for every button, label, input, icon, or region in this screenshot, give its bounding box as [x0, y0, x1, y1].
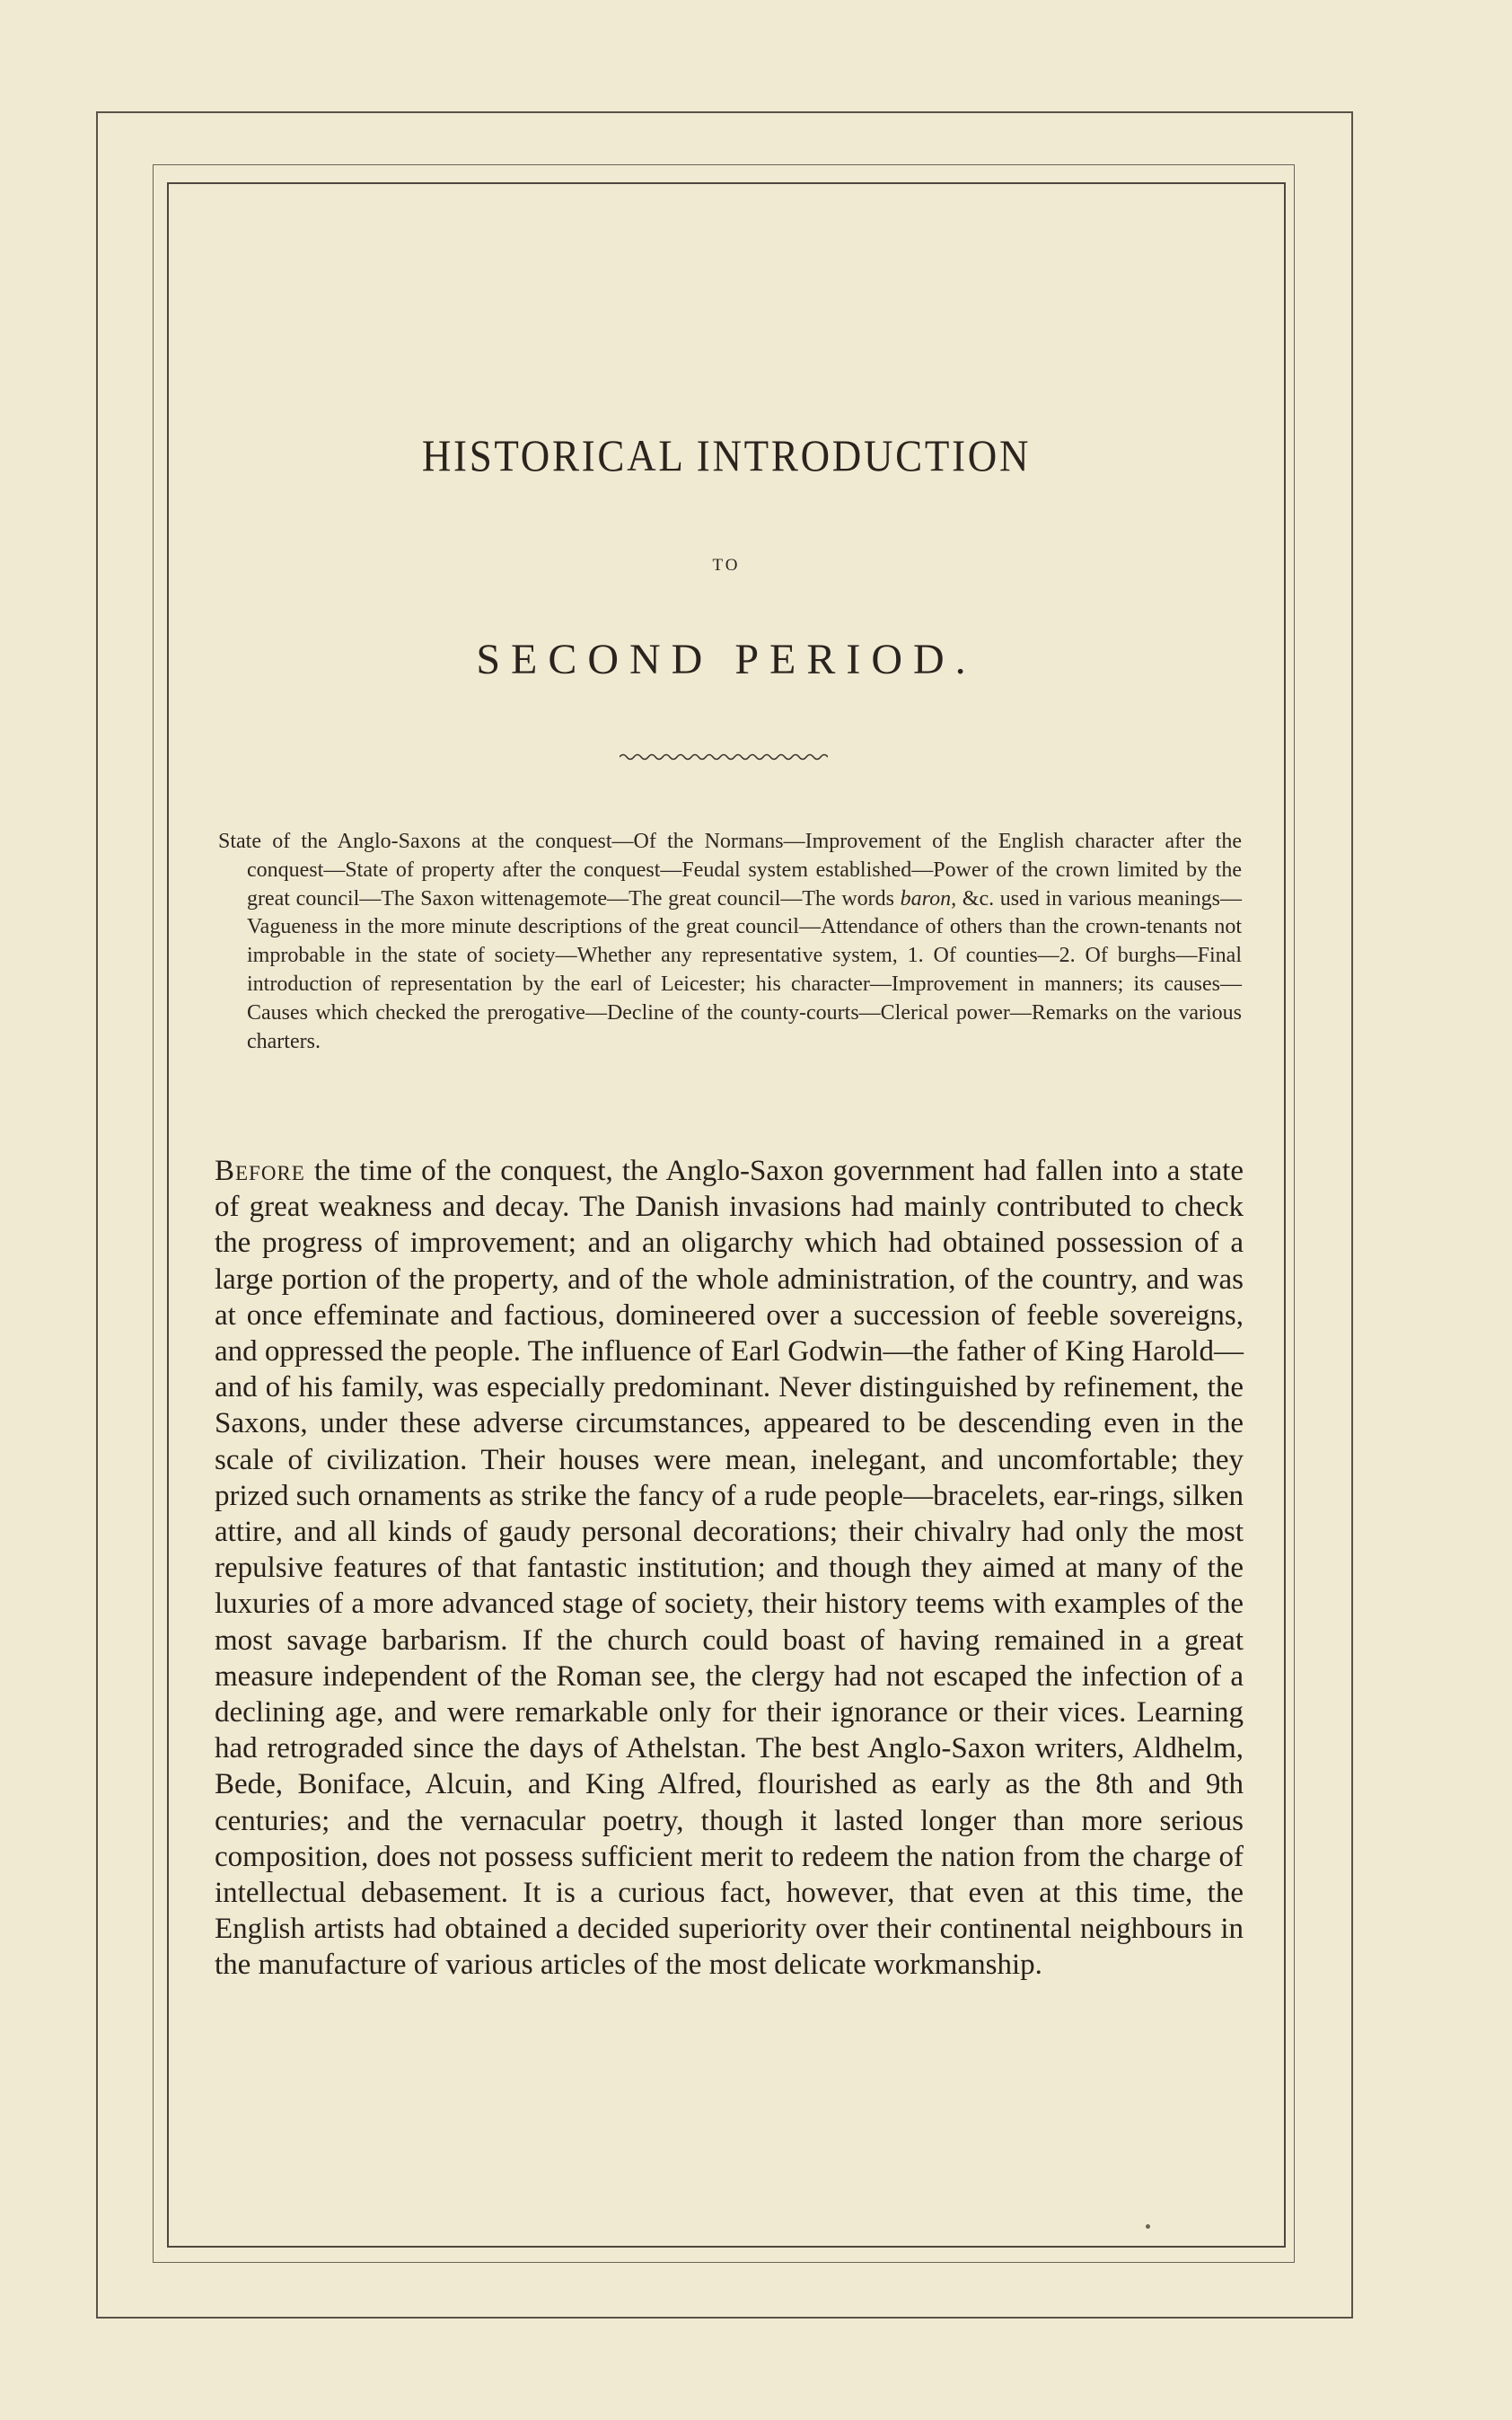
period-heading: SECOND PERIOD. [476, 636, 977, 683]
wavy-rule-ornament-icon [620, 751, 828, 763]
chapter-synopsis [218, 828, 1242, 1056]
page-speck [1146, 2224, 1150, 2229]
opening-word: Before [215, 1155, 305, 1187]
synopsis-text-part-2: &c. used in various meanings—Vagueness in the more minute descriptions of the great council—Attendance of others than the crown-tenants not improbable in the state of society—Whether any representative system, 1. Of counties—2. Of burghs—Final introduction of representation by the earl of Leicester; his character—Improvement in manners; its causes—Causes which checked the prerogative—Decline of the county-courts—Clerical power—Remarks on the various charters. [247, 886, 1242, 1053]
page-title: HISTORICAL INTRODUCTION [421, 430, 1032, 480]
body-paragraph [215, 1153, 1244, 1984]
title-connector: TO [712, 556, 741, 575]
synopsis-text-part-1: State of the Anglo-Saxons at the conquest—Of the Normans—Improvement of the English character after the conquest—State of property after the conquest—Feudal system established—Power of the crown limited by the great council—The Saxon wittenagemote—The great council—The words [218, 830, 1242, 911]
paragraph-text: the time of the conquest, the Anglo-Saxon government had fallen into a state of great weakness and decay. The Danish invasions had mainly contributed to check the progress of improvement; and an oligarchy which had obtained possession of a large portion of the property, and of the whole administration, of the country, and was at once effeminate and factious, domineered over a succession of feeble sovereigns, and oppressed the people. The influence of Earl Godwin—the father of King Harold—and of his family, was especially predominant. Never distinguished by refinement, the Saxons, under these adverse circumstances, appeared to be descending even in the scale of civilization. Their houses were mean, inelegant, and uncomfortable; they prized such ornaments as strike the fancy of a rude people—bracelets, ear-rings, silken attire, and all kinds of gaudy personal decorations; their chivalry had only the most repulsive features of that fantastic institution; and though they aimed at many of the luxuries of a more advanced stage of society, their history teems with examples of the most savage barbarism. If the church could boast of having remained in a great measure independent of the Roman see, the clergy had not escaped the infection of a declining age, and were remarkable only for their ignorance or their vices. Learning had retrograded since the days of Athelstan. The best Anglo-Saxon writers, Aldhelm, Bede, Boniface, Alcuin, and King Alfred, flourished as early as the 8th and 9th centuries; and the vernacular poetry, though it lasted longer than more serious composition, does not possess sufficient merit to redeem the nation from the charge of intellectual debasement. It is a curious fact, however, that even at this time, the English artists had obtained a decided superiority over their continental neighbours in the manufacture of various articles of the most delicate workmanship. [215, 1155, 1244, 1982]
synopsis-italic-word: baron, [900, 886, 957, 911]
